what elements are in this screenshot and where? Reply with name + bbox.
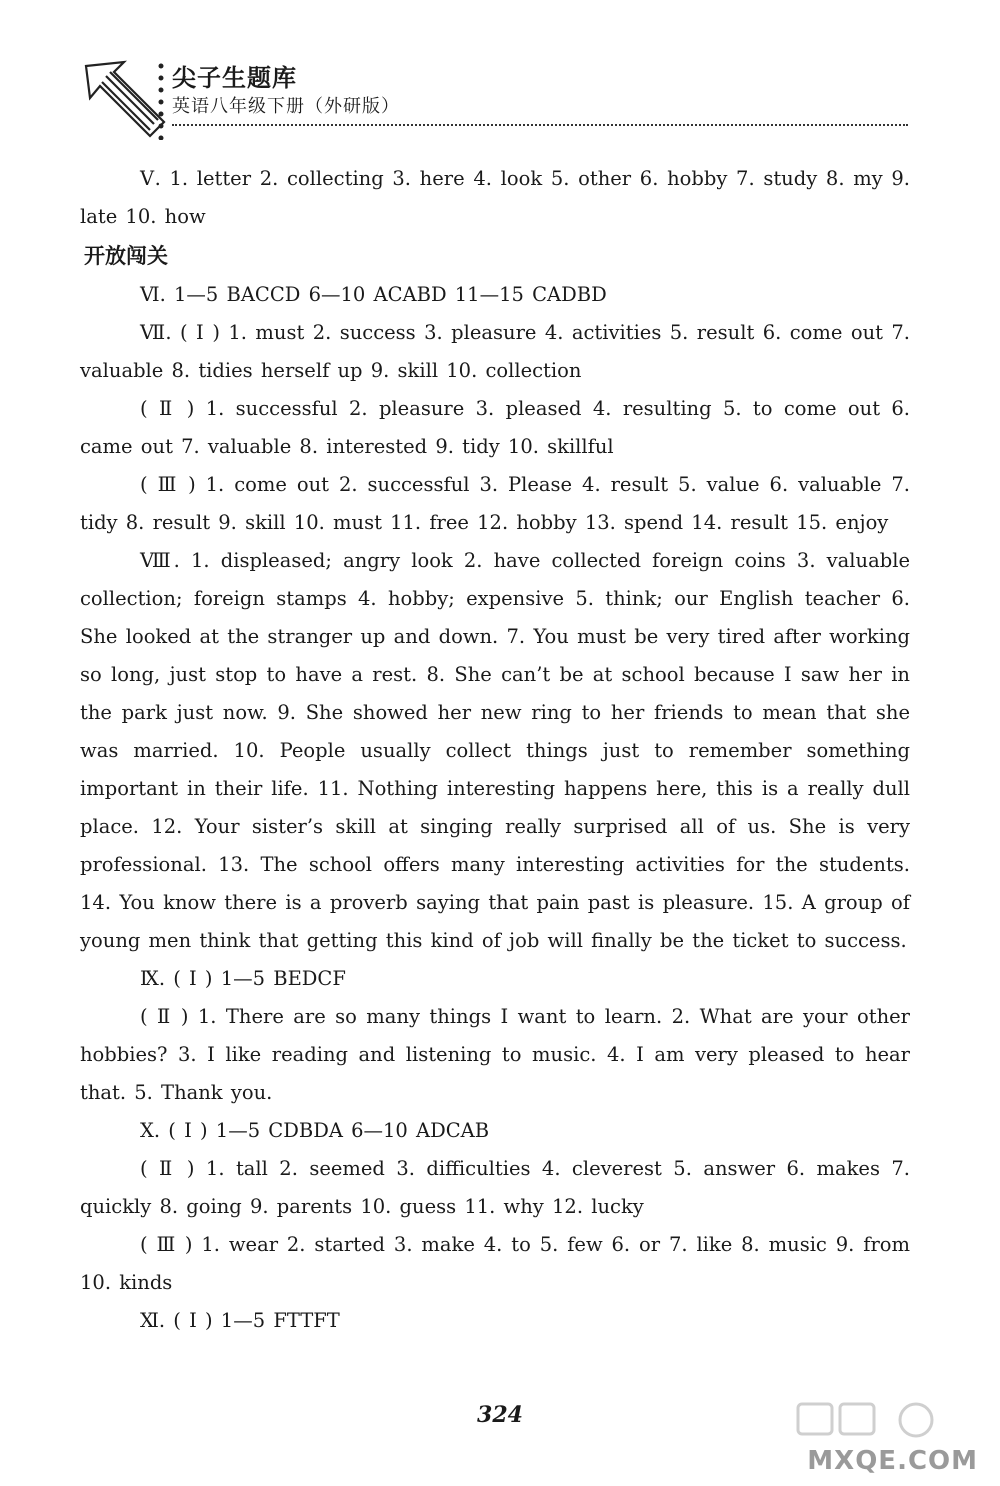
page-number: 324 (477, 1402, 523, 1428)
answer-section-ix-1: Ⅸ. ( Ⅰ ) 1—5 BEDCF (140, 967, 346, 990)
header-dotted-rule (172, 124, 908, 126)
answer-section-viii: Ⅷ. 1. displeased; angry look 2. have collected foreign coins 3. valuable collection; foreign stamps 4. hobby; expensive 5. think; our English teacher 6. She looked at the stranger up and down. 7. You must be very tired after working so long, just stop to have a rest. 8. She can’t be at school because I saw her in the park just now. 9. She showed her new ring to her friends to mean that she was married. 10. People usually collect things just to remember something important in their life. 11. Nothing interesting happens here, this is a really dull place. 12. Your sister’s skill at singing really surprised all of us. She is very professional. 13. The school offers many interesting activities for the students. 14. You know there is a proverb saying that pain past is pleasure. 15. A group of young men think that getting this kind of job will finally be the ticket to success. (80, 549, 910, 952)
answer-section-x-3: ( Ⅲ ) 1. wear 2. started 3. make 4. to 5. few 6. or 7. like 8. music 9. from 10. kinds (80, 1233, 910, 1294)
watermark-text: MXQE.COM (807, 1446, 978, 1476)
decorative-dots-icon (156, 60, 166, 140)
book-brand-title: 尖子生题库 (172, 64, 297, 92)
answer-section-x-1: Ⅹ. ( Ⅰ ) 1—5 CDBDA 6—10 ADCAB (140, 1119, 490, 1142)
answer-section-v: Ⅴ. 1. letter 2. collecting 3. here 4. look 5. other 6. hobby 7. study 8. my 9. late 10. how (80, 167, 910, 228)
answer-section-vi: Ⅵ. 1—5 BACCD 6—10 ACABD 11—15 CADBD (140, 283, 607, 306)
answer-section-vii-1: Ⅶ. ( Ⅰ ) 1. must 2. success 3. pleasure 4. activities 5. result 6. come out 7. valuable 8. tidies herself up 9. skill 10. collection (80, 321, 910, 382)
section-title: 开放闯关 (84, 244, 168, 268)
page-header (80, 50, 910, 150)
answer-section-xi: Ⅺ. ( Ⅰ ) 1—5 FTTFT (140, 1309, 340, 1332)
answer-content (80, 160, 910, 1340)
book-subtitle: 英语八年级下册（外研版） (172, 96, 400, 117)
answer-section-x-2: ( Ⅱ ) 1. tall 2. seemed 3. difficulties 4. cleverest 5. answer 6. makes 7. quickly 8. going 9. parents 10. guess 11. why 12. lucky (80, 1157, 910, 1218)
answer-section-ix-2: ( Ⅱ ) 1. There are so many things I want to learn. 2. What are your other hobbies? 3. I like reading and listening to music. 4. I am very pleased to hear that. 5. Thank you. (80, 1005, 910, 1104)
answer-section-vii-2: ( Ⅱ ) 1. successful 2. pleasure 3. pleased 4. resulting 5. to come out 6. came out 7. valuable 8. interested 9. tidy 10. skillful (80, 397, 910, 458)
answer-section-vii-3: ( Ⅲ ) 1. come out 2. successful 3. Please 4. result 5. value 6. valuable 7. tidy 8. result 9. skill 10. must 11. free 12. hobby 13. spend 14. result 15. enjoy (80, 473, 910, 534)
